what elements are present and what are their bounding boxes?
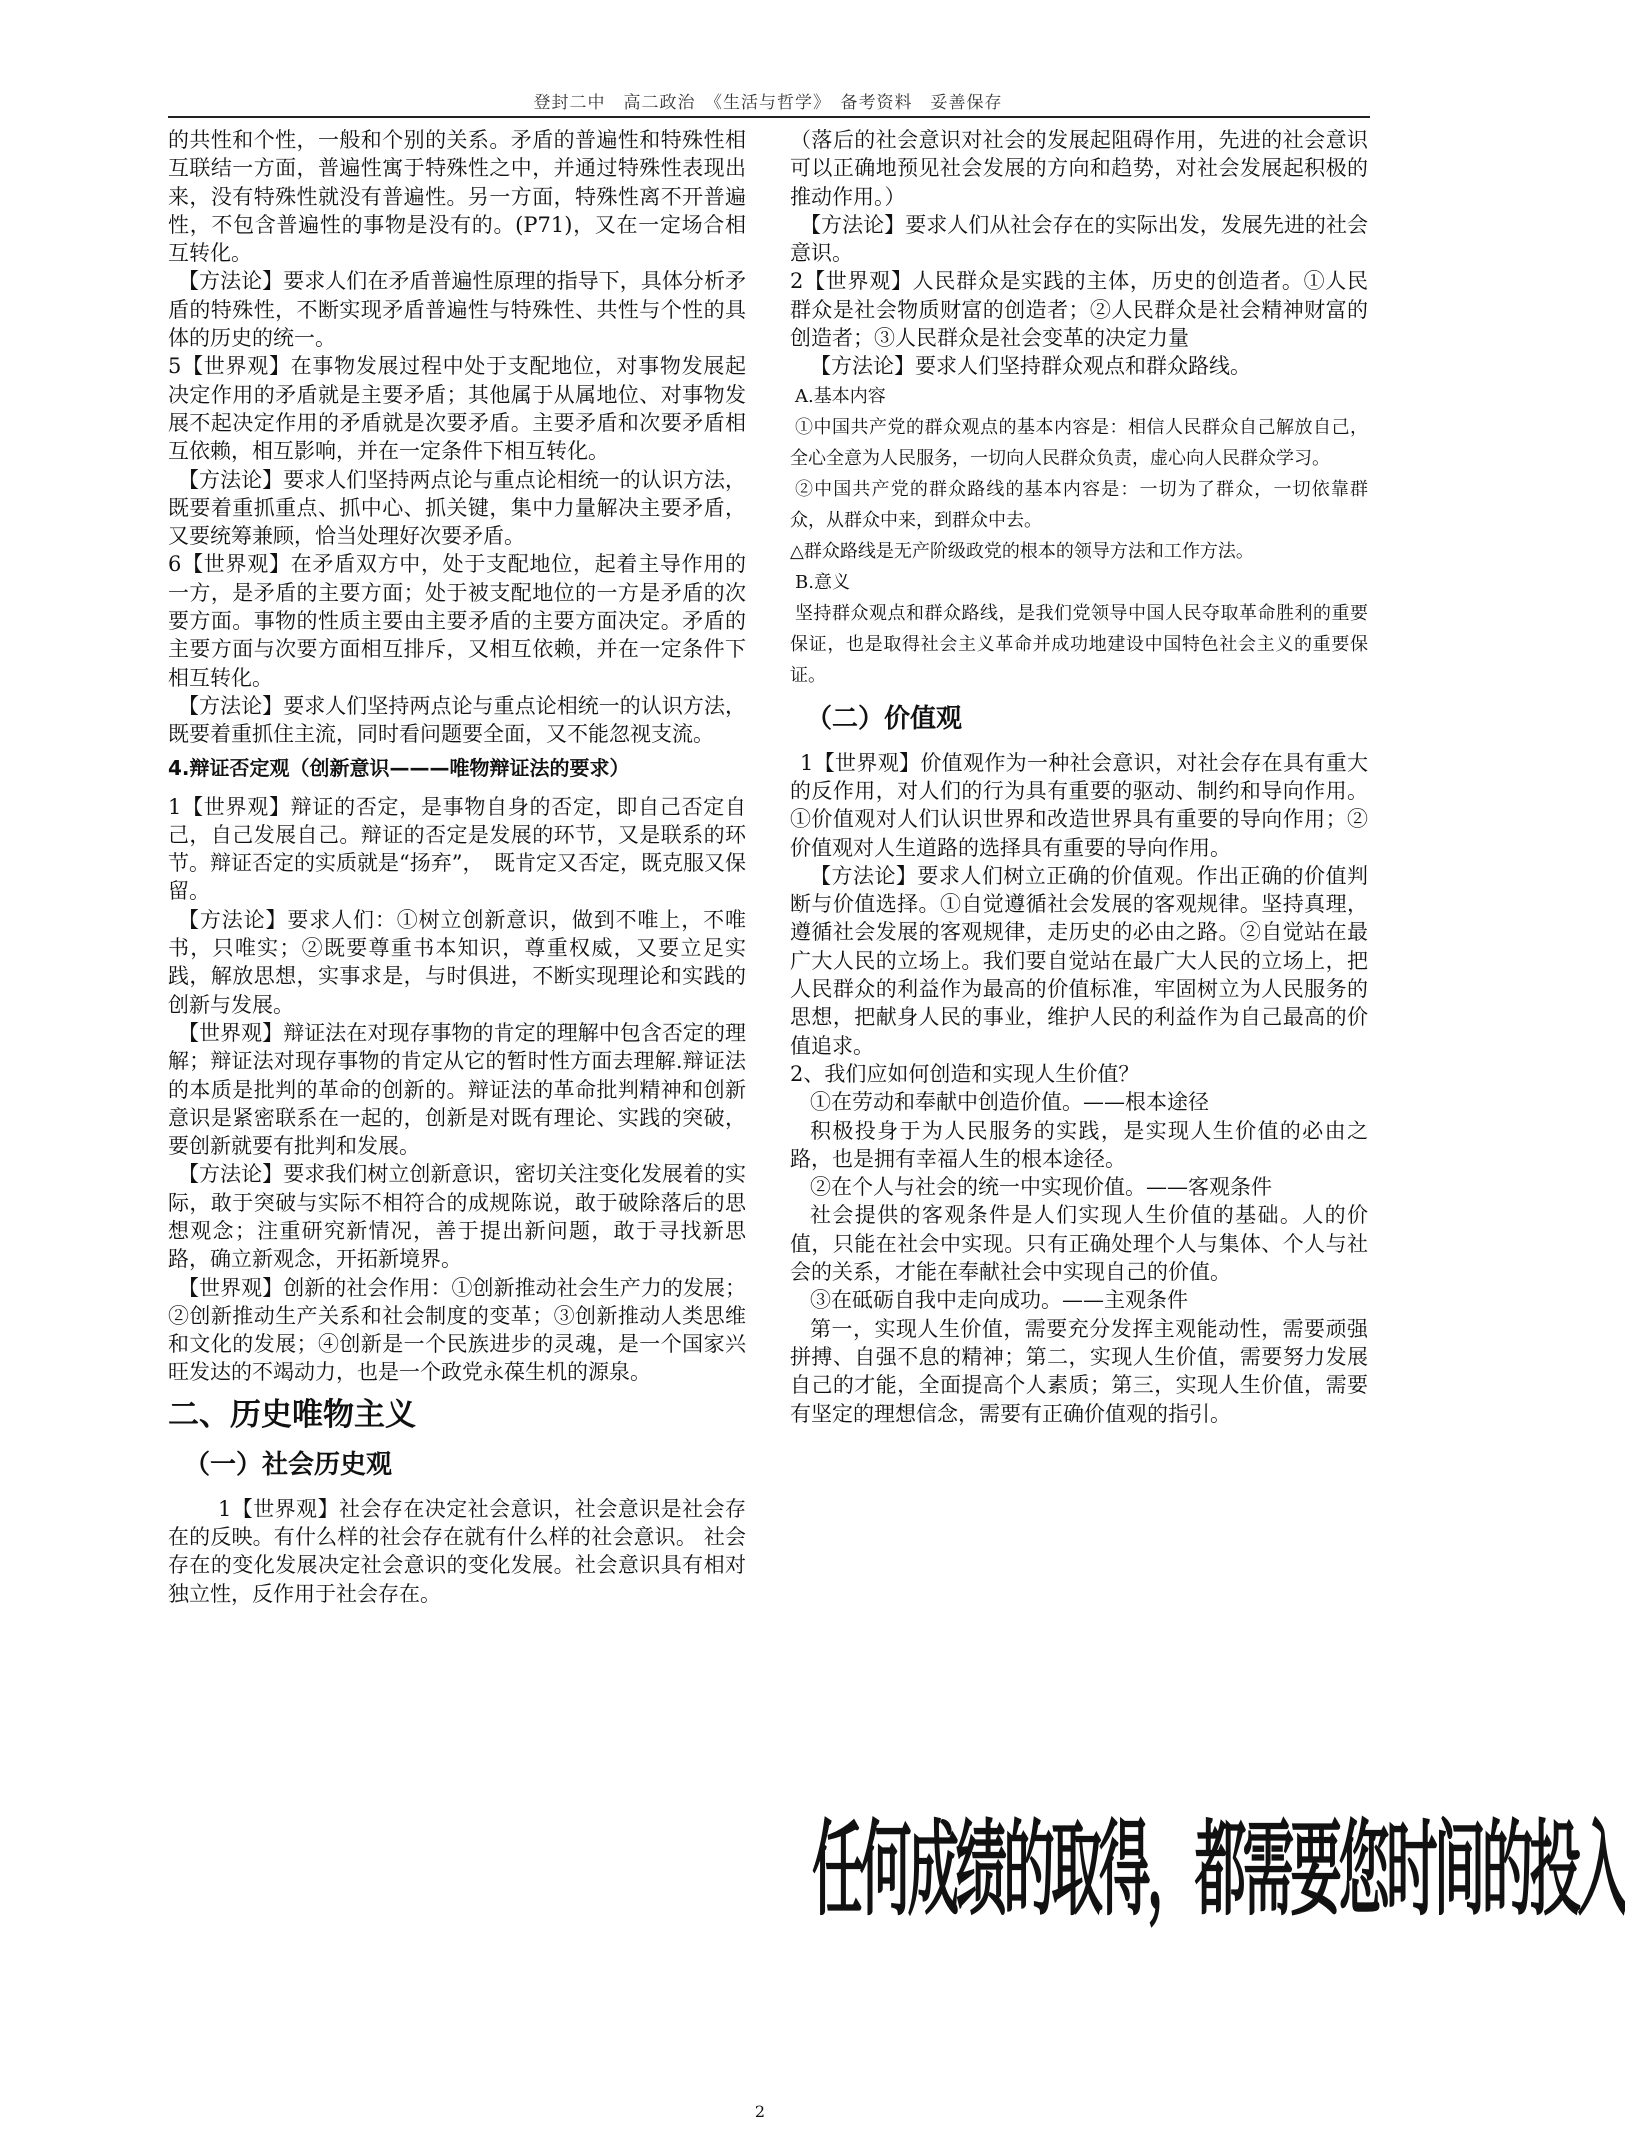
paragraph: B.意义: [795, 571, 850, 593]
motto-text: 任何成绩的取得，都需要您时间的投入: [812, 1810, 1625, 1931]
paragraph: 2、我们应如何创造和实现人生价值？: [790, 1061, 1140, 1086]
paragraph: 6【世界观】在矛盾双方中，处于支配地位，起着主导作用的一方，是矛盾的主要方面；处于被支配地位的一方是矛盾的次要方面。事物的性质主要由主要矛盾的主要方面决定。矛盾的主要方面与次要方面相互排斥，又相互依赖，并在一定条件下相互转化。: [168, 552, 746, 690]
paragraph: △群众路线是无产阶级政党的根本的领导方法和工作方法。: [790, 540, 1254, 562]
paragraph: ②在个人与社会的统一中实现价值。——客观条件: [810, 1175, 1272, 1200]
paragraph: 社会提供的客观条件是人们实现人生价值的基础。人的价值，只能在社会中实现。只有正确处理个人与集体、个人与社会的关系，才能在奉献社会中实现自己的价值。: [790, 1203, 1368, 1285]
paragraph: 2【世界观】人民群众是实践的主体，历史的创造者。①人民群众是社会物质财富的创造者；②人民群众是社会精神财富的创造者；③人民群众是社会变革的决定力量: [790, 269, 1368, 351]
paragraph: 【方法论】要求人们从社会存在的实际出发，发展先进的社会意识。: [790, 212, 1368, 266]
paragraph: 【方法论】要求我们树立创新意识，密切关注变化发展着的实际，敢于突破与实际不相符合的成规陈说，敢于破除落后的思想观念；注重研究新情况，善于提出新问题，敢于寻找新思路，确立新观念，开拓新境界。: [168, 1162, 746, 1272]
paragraph: 【世界观】辩证法在对现存事物的肯定的理解中包含否定的理解；辩证法对现存事物的肯定从它的暂时性方面去理解.辩证法的本质是批判的革命的创新的。辩证法的革命批判精神和创新意识是紧密联系在一起的，创新是对既有理论、实践的突破，要创新就要有批判和发展。: [168, 1020, 746, 1159]
paragraph: ②中国共产党的群众路线的基本内容是：一切为了群众，一切依靠群众，从群众中来，到群众中去。: [790, 478, 1368, 531]
right-column: [790, 126, 1368, 1428]
paragraph: 【方法论】要求人们树立正确的价值观。作出正确的价值判断与价值选择。①自觉遵循社会发展的客观规律。坚持真理，遵循社会发展的客观规律，走历史的必由之路。②自觉站在最广大人民的立场上。我们要自觉站在最广大人民的立场上，把人民群众的利益作为最高的价值标准，牢固树立为人民服务的思想，把献身人民的事业，维护人民的利益作为自己最高的价值追求。: [790, 863, 1368, 1058]
chapter-heading: 二、历史唯物主义: [168, 1396, 416, 1433]
page-header: 登封二中 高二政治 《生活与哲学》 备考资料 妥善保存: [533, 93, 1003, 113]
section-heading: （一）社会历史观: [184, 1449, 393, 1480]
paragraph: 积极投身于为人民服务的实践，是实现人生价值的必由之路，也是拥有幸福人生的根本途径。: [790, 1118, 1368, 1171]
paragraph: 【世界观】创新的社会作用：①创新推动社会生产力的发展；②创新推动生产关系和社会制度的变革；③创新推动人类思维和文化的发展；④创新是一个民族进步的灵魂，是一个国家兴旺发达的不竭动力，也是一个政党永葆生机的源泉。: [168, 1275, 746, 1385]
paragraph: 1【世界观】社会存在决定社会意识，社会意识是社会存在的反映。有什么样的社会存在就有什么样的社会意识。 社会存在的变化发展决定社会意识的变化发展。社会意识具有相对独立性，反作用于社会存在。: [168, 1496, 746, 1606]
section-heading: 4.辩证否定观（创新意识———唯物辩证法的要求）: [168, 755, 630, 780]
paragraph: 【方法论】要求人们坚持群众观点和群众路线。: [810, 354, 1251, 379]
paragraph: A.基本内容: [795, 385, 886, 407]
left-column: [168, 126, 746, 1608]
paragraph: ①中国共产党的群众观点的基本内容是：相信人民群众自己解放自己，全心全意为人民服务，一切向人民群众负责，虚心向人民群众学习。: [790, 416, 1368, 469]
paragraph: 【方法论】要求人们在矛盾普遍性原理的指导下，具体分析矛盾的特殊性，不断实现矛盾普遍性与特殊性、共性与个性的具体的历史的统一。: [168, 269, 746, 351]
paragraph: ③在砥砺自我中走向成功。——主观条件: [810, 1288, 1188, 1313]
motto-banner: [812, 1810, 1625, 1931]
paragraph: 1【世界观】辩证的否定，是事物自身的否定，即自己否定自己，自己发展自己。辩证的否定是发展的环节，又是联系的环节。辩证否定的实质就是“扬弃”， 既肯定又否定，既克服又保留。: [168, 794, 746, 904]
paragraph: （落后的社会意识对社会的发展起阻碍作用，先进的社会意识可以正确地预见社会发展的方向和趋势，对社会发展起积极的推动作用。）: [790, 128, 1368, 209]
paragraph: 【方法论】要求人们坚持两点论与重点论相统一的认识方法，既要着重抓住主流，同时看问题要全面，又不能忽视支流。: [168, 693, 746, 747]
paragraph: 5【世界观】在事物发展过程中处于支配地位，对事物发展起决定作用的矛盾就是主要矛盾；其他属于从属地位、对事物发展不起决定作用的矛盾就是次要矛盾。主要矛盾和次要矛盾相互依赖，相互影响，并在一定条件下相互转化。: [168, 354, 746, 464]
paragraph: 坚持群众观点和群众路线，是我们党领导中国人民夺取革命胜利的重要保证，也是取得社会主义革命并成功地建设中国特色社会主义的重要保证。: [790, 602, 1368, 686]
section-heading: （二）价值观: [806, 703, 963, 734]
paragraph: 【方法论】要求人们：①树立创新意识，做到不唯上，不唯书，只唯实；②既要尊重书本知识，尊重权威，又要立足实践，解放思想，实事求是，与时俱进，不断实现理论和实践的创新与发展。: [168, 907, 746, 1017]
paragraph: 【方法论】要求人们坚持两点论与重点论相统一的认识方法，既要着重抓重点、抓中心、抓关键，集中力量解决主要矛盾，又要统筹兼顾，恰当处理好次要矛盾。: [168, 467, 746, 549]
paragraph: ①在劳动和奉献中创造价值。——根本途径: [810, 1090, 1209, 1115]
header-divider: [168, 116, 1370, 118]
paragraph: 第一，实现人生价值，需要充分发挥主观能动性，需要顽强拼搏、自强不息的精神；第二，实现人生价值，需要努力发展自己的才能，全面提高个人素质；第三，实现人生价值，需要有坚定的理想信念，需要有正确价值观的指引。: [790, 1316, 1368, 1426]
paragraph: 1【世界观】价值观作为一种社会意识，对社会存在具有重大的反作用，对人们的行为具有重要的驱动、制约和导向作用。①价值观对人们认识世界和改造世界具有重要的导向作用；②价值观对人生道路的选择具有重要的导向作用。: [790, 750, 1368, 860]
paragraph: 的共性和个性，一般和个别的关系。矛盾的普遍性和特殊性相互联结一方面，普遍性寓于特殊性之中，并通过特殊性表现出来，没有特殊性就没有普遍性。另一方面，特殊性离不开普遍性，不包含普遍性的事物是没有的。(P71)，又在一定场合相互转化。: [168, 128, 746, 266]
page-number: 2: [754, 2102, 766, 2121]
